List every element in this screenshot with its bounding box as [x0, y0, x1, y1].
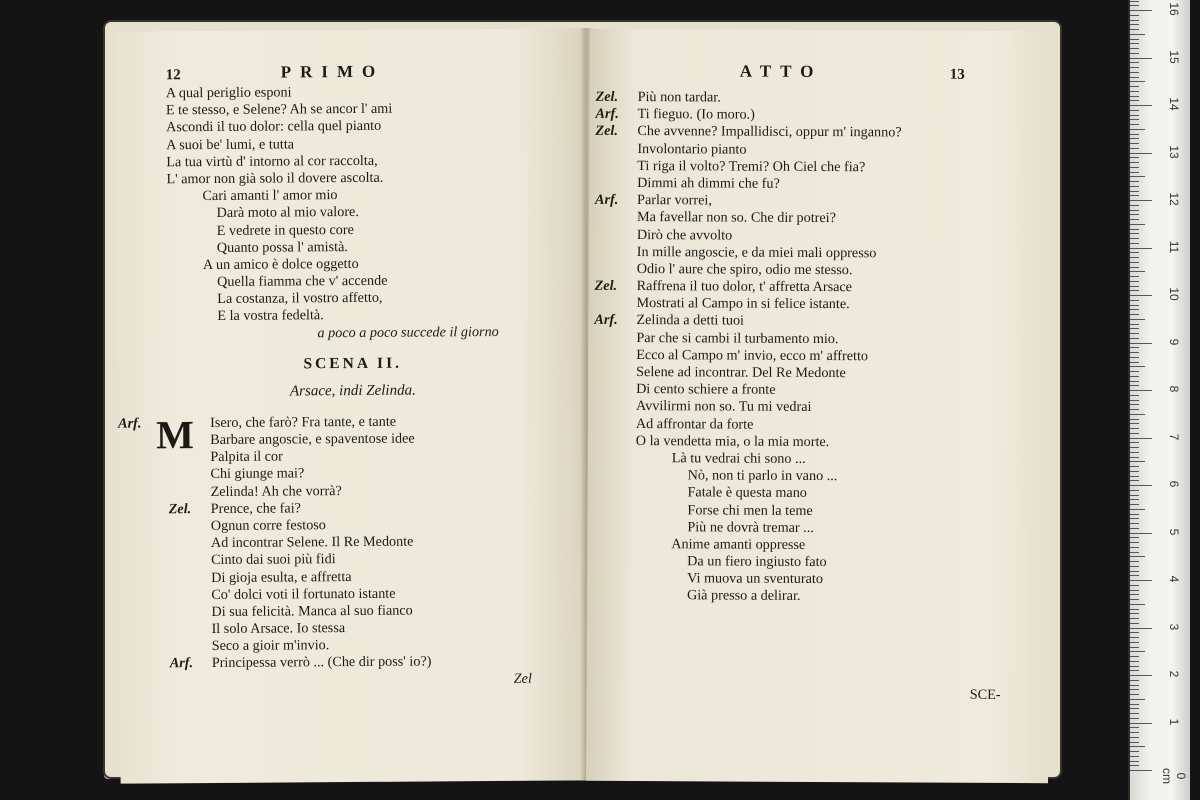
verse-text: Seco a gioir m'invio. — [211, 637, 330, 655]
ruler-label: 3 — [1167, 623, 1181, 630]
ruler-tick — [1130, 58, 1152, 59]
ruler-tick — [1130, 765, 1139, 766]
verse-text: Co' dolci voti il fortunato istante — [211, 585, 396, 603]
ruler-tick — [1130, 552, 1139, 553]
ruler-label: 15 — [1167, 49, 1181, 64]
ruler-tick — [1130, 290, 1139, 291]
ruler-tick — [1130, 514, 1139, 515]
left-verse-line — [117, 323, 587, 343]
verse-text: Di cento schiere a fronte — [636, 381, 776, 398]
ruler-label: 13 — [1167, 144, 1181, 159]
ruler-tick — [1130, 580, 1152, 581]
ruler-tick — [1130, 723, 1152, 724]
ruler-tick — [1130, 257, 1139, 258]
ruler-tick — [1130, 309, 1139, 310]
left-text-block — [116, 82, 590, 690]
verse-text: Ecco al Campo m' invio, ecco m' affretto — [636, 346, 869, 365]
verse-text: Selene ad incontrar. Del Re Medonte — [636, 364, 846, 382]
ruler-tick — [1130, 305, 1139, 306]
ruler-tick — [1130, 461, 1145, 462]
verse-text: Ascondi il tuo dolor: cella quel pianto — [165, 118, 382, 136]
ruler-tick — [1130, 737, 1139, 738]
verse-text: Fatale è questa mano — [687, 484, 807, 502]
verse-text: Chi giunge mai? — [210, 465, 305, 483]
ruler-tick — [1130, 442, 1139, 443]
ruler-tick — [1130, 210, 1139, 211]
ruler-tick — [1130, 708, 1139, 709]
ruler-tick — [1130, 385, 1139, 386]
verse-text: O la vendetta mia, o la mia morte. — [635, 432, 830, 450]
speaker-label: Arf. — [169, 655, 194, 672]
ruler-tick — [1130, 200, 1152, 201]
ruler-tick — [1130, 689, 1139, 690]
speaker-label: Zel. — [168, 500, 192, 518]
ruler-tick — [1130, 110, 1139, 111]
ruler-tick — [1130, 324, 1139, 325]
verse-text: Cinto dai suoi più fidi — [211, 551, 336, 569]
verse-text: Quanto possa l' amistà. — [216, 238, 348, 256]
ruler-tick — [1130, 153, 1152, 154]
right-text-block — [586, 89, 1051, 704]
verse-text: Ad affrontar da forte — [635, 415, 754, 433]
ruler-tick — [1130, 404, 1139, 405]
ruler-tick — [1130, 732, 1139, 733]
verse-text: La tua virtù d' intorno al cor raccolta, — [166, 152, 378, 171]
ruler-tick — [1130, 300, 1139, 301]
ruler-label: 7 — [1167, 433, 1181, 440]
ruler-tick — [1130, 594, 1139, 595]
ruler-tick — [1130, 29, 1139, 30]
ruler-tick — [1130, 528, 1139, 529]
verse-text: Che avvenne? Impallidisci, oppur m' inganno? — [637, 123, 902, 141]
verse-text: La costanza, il vostro affetto, — [217, 290, 383, 308]
ruler-label: 6 — [1167, 480, 1181, 488]
ruler-tick — [1130, 53, 1139, 54]
right-running-head: ATTO — [739, 61, 823, 82]
ruler-tick — [1130, 338, 1139, 339]
ruler-label: 0 cm — [1160, 768, 1188, 784]
ruler-tick — [1130, 172, 1139, 173]
ruler-tick — [1130, 96, 1139, 97]
ruler-tick — [1130, 48, 1139, 49]
ruler-tick — [1130, 428, 1139, 429]
ruler-label: 16 — [1167, 2, 1181, 16]
ruler-tick — [1130, 604, 1145, 605]
ruler-tick — [1130, 637, 1139, 638]
ruler-tick — [1130, 148, 1139, 149]
ruler-tick — [1130, 713, 1139, 714]
speaker-label: Zel. — [595, 88, 619, 105]
verse-text: Zelinda a detti tuoi — [636, 312, 745, 330]
ruler-tick — [1130, 613, 1139, 614]
ruler-tick — [1130, 39, 1139, 40]
verse-text: Ti fieguo. (Io moro.) — [637, 106, 755, 123]
verse-text: Nò, non ti parlo in vano ... — [687, 467, 838, 485]
ruler-tick — [1130, 566, 1139, 567]
verse-text: Dimmi ah dimmi che fu? — [637, 174, 780, 192]
ruler-tick — [1130, 24, 1139, 25]
ruler-tick — [1130, 134, 1139, 135]
scene-text — [118, 412, 590, 673]
ruler-tick — [1130, 205, 1139, 206]
verse-text: Par che si cambi il turbamento mio. — [636, 329, 839, 347]
ruler-tick — [1130, 10, 1152, 11]
ruler-tick — [1130, 233, 1139, 234]
ruler-label: 10 — [1167, 287, 1181, 301]
ruler-tick — [1130, 718, 1139, 719]
ruler-tick — [1130, 618, 1139, 619]
ruler-tick — [1130, 599, 1139, 600]
ruler-tick — [1130, 751, 1139, 752]
ruler-tick — [1130, 162, 1139, 163]
ruler-tick — [1130, 433, 1139, 434]
ruler-tick — [1130, 423, 1139, 424]
verse-text: Involontario pianto — [637, 140, 747, 158]
ruler-tick — [1130, 704, 1139, 705]
ruler-tick — [1130, 666, 1139, 667]
scene-cast: Arsace, indi Zelinda. — [289, 382, 416, 400]
verse-text: Avvilirmi non so. Tu mi vedrai — [635, 398, 812, 416]
ruler-tick — [1130, 238, 1139, 239]
ruler-tick — [1130, 62, 1139, 63]
ruler-tick — [1130, 642, 1139, 643]
verse-text: Là tu vedrai chi sono ... — [671, 450, 806, 467]
ruler-tick — [1130, 86, 1139, 87]
ruler-tick — [1130, 219, 1139, 220]
verse-text: A suoi be' lumi, e tutta — [166, 135, 295, 153]
ruler-label: 2 — [1167, 670, 1181, 678]
ruler-tick — [1130, 575, 1139, 576]
catchword: SCE- — [969, 686, 1001, 703]
ruler-tick — [1130, 400, 1139, 401]
verse-text: Raffrena il tuo dolor, t' affretta Arsace — [636, 278, 853, 296]
ruler-tick — [1130, 276, 1139, 277]
ruler-label: 11 — [1167, 240, 1181, 253]
ruler-tick — [1130, 476, 1139, 477]
ruler-tick — [1130, 409, 1139, 410]
verse-text: Parlar vorrei, — [637, 192, 712, 209]
ruler-tick — [1130, 77, 1139, 78]
drop-cap: M — [156, 411, 195, 458]
ruler-tick — [1130, 452, 1139, 453]
ruler-tick — [1130, 81, 1145, 82]
verse-text: Più non tardar. — [637, 89, 721, 106]
ruler-tick — [1130, 366, 1145, 367]
ruler-tick — [1130, 770, 1152, 771]
ruler-tick — [1130, 124, 1139, 125]
ruler-tick — [1130, 509, 1145, 510]
verse-text: A qual periglio esponi — [165, 84, 292, 102]
ruler-tick — [1130, 176, 1145, 177]
ruler-tick — [1130, 656, 1139, 657]
ruler-tick — [1130, 362, 1139, 363]
ruler-tick — [1130, 414, 1145, 415]
ruler-tick — [1130, 623, 1139, 624]
verse-text: E vedrete in questo core — [216, 221, 354, 239]
ruler-tick — [1130, 1, 1139, 2]
ruler-tick — [1130, 419, 1139, 420]
ruler-tick — [1130, 262, 1139, 263]
ruler-tick — [1130, 471, 1139, 472]
ruler-tick — [1130, 267, 1139, 268]
ruler-tick — [1130, 5, 1139, 6]
left-running-head: PRIMO — [280, 61, 385, 82]
ruler-tick — [1130, 248, 1152, 249]
speaker-label: Arf. — [595, 191, 619, 209]
ruler-tick — [1130, 214, 1139, 215]
ruler-tick — [1130, 72, 1139, 73]
ruler-tick — [1130, 347, 1139, 348]
ruler-tick — [1130, 328, 1139, 329]
verse-text: Darà moto al mio valore. — [216, 204, 359, 222]
ruler-tick — [1130, 181, 1139, 182]
ruler-tick — [1130, 727, 1139, 728]
ruler-tick — [1130, 91, 1139, 92]
ruler-tick — [1130, 523, 1139, 524]
ruler-tick — [1130, 480, 1139, 481]
ruler-tick — [1130, 119, 1139, 120]
verse-text: a poco a poco succede il giorno — [317, 323, 499, 341]
ruler-tick — [1130, 129, 1145, 130]
ruler-label: 8 — [1167, 385, 1181, 393]
measurement-ruler — [1128, 0, 1190, 800]
ruler-tick — [1130, 504, 1139, 505]
ruler-tick — [1130, 115, 1139, 116]
verse-text: Il solo Arsace. Io stessa — [211, 620, 346, 638]
right-page-number: 13 — [949, 66, 965, 83]
verse-text: Più ne dovrà tremar ... — [687, 519, 814, 536]
ruler-label: 4 — [1167, 575, 1181, 583]
verse-text: E te stesso, e Selene? Ah se ancor l' ami — [165, 100, 393, 119]
ruler-tick — [1130, 229, 1139, 230]
left-page — [115, 28, 590, 783]
ruler-tick — [1130, 191, 1139, 192]
ruler-tick — [1130, 685, 1139, 686]
ruler-tick — [1130, 281, 1139, 282]
ruler-tick — [1130, 457, 1139, 458]
ruler-tick — [1130, 295, 1152, 296]
ruler-tick — [1130, 556, 1145, 557]
ruler-tick — [1130, 533, 1152, 534]
ruler-tick — [1130, 761, 1139, 762]
scene-heading: SCENA II. — [303, 354, 403, 373]
ruler-label: 1 — [1167, 718, 1181, 725]
ruler-tick — [1130, 561, 1139, 562]
verse-text: Ma favellar non so. Che dir potrei? — [636, 209, 836, 227]
ruler-tick — [1130, 100, 1139, 101]
speaker-label: Zel. — [595, 123, 618, 140]
ruler-tick — [1130, 585, 1139, 586]
ruler-tick — [1130, 485, 1152, 486]
ruler-tick — [1130, 651, 1145, 652]
ruler-tick — [1130, 499, 1139, 500]
verse-text: Quella fiamma che v' accende — [217, 272, 388, 291]
left-page-number: 12 — [165, 67, 181, 84]
ruler-label: 9 — [1167, 338, 1181, 345]
ruler-tick — [1130, 286, 1139, 287]
ruler-tick — [1130, 447, 1139, 448]
verse-text: In mille angoscie, e da miei mali oppresso — [636, 243, 877, 261]
ruler-tick — [1130, 495, 1139, 496]
ruler-tick — [1130, 20, 1139, 21]
ruler-tick — [1130, 647, 1139, 648]
ruler-tick — [1130, 252, 1139, 253]
ruler-tick — [1130, 609, 1139, 610]
ruler-tick — [1130, 490, 1139, 491]
ruler-tick — [1130, 670, 1139, 671]
ruler-tick — [1130, 143, 1139, 144]
verse-text: Zelinda! Ah che vorrà? — [210, 482, 342, 500]
ruler-tick — [1130, 271, 1145, 272]
verse-text: Palpita il cor — [210, 448, 283, 466]
ruler-tick — [1130, 43, 1139, 44]
verse-text: Cari amanti l' amor mio — [202, 187, 338, 205]
ruler-tick — [1130, 34, 1145, 35]
ruler-tick — [1130, 224, 1145, 225]
ruler-tick — [1130, 542, 1139, 543]
ruler-tick — [1130, 352, 1139, 353]
ruler-tick — [1130, 518, 1139, 519]
verse-text: Vi muova un sventurato — [687, 570, 824, 588]
ruler-label: 5 — [1167, 528, 1181, 535]
ruler-tick — [1130, 466, 1139, 467]
ruler-tick — [1130, 333, 1139, 334]
right-page — [586, 29, 1052, 783]
ruler-tick — [1130, 746, 1145, 747]
ruler-tick — [1130, 680, 1139, 681]
verse-text: A un amico è dolce oggetto — [202, 255, 359, 273]
speaker-label: Arf. — [595, 106, 619, 123]
ruler-tick — [1130, 357, 1139, 358]
verse-text: Di gioja esulta, e affretta — [211, 568, 352, 586]
verse-text: Già presso a delirar. — [686, 587, 801, 605]
ruler-tick — [1130, 105, 1152, 106]
speaker-label: Arf. — [594, 312, 618, 329]
verse-text: Odio l' aure che spiro, odio me stesso. — [636, 260, 853, 279]
ruler-tick — [1130, 167, 1139, 168]
verse-text: Principessa verrò ... (Che dir poss' io?) — [211, 653, 432, 672]
ruler-tick — [1130, 537, 1139, 538]
ruler-tick — [1130, 661, 1139, 662]
verse-text: Anime amanti oppresse — [671, 536, 806, 553]
verse-text: Barbare angoscie, e spaventose idee — [210, 430, 415, 448]
ruler-tick — [1130, 571, 1139, 572]
ruler-tick — [1130, 381, 1139, 382]
ruler-tick — [1130, 547, 1139, 548]
ruler-tick — [1130, 343, 1152, 344]
verse-text: Ti riga il volto? Tremi? Oh Ciel che fia? — [637, 157, 866, 175]
verse-text: Isero, che farò? Fra tante, e tante — [210, 413, 397, 431]
speaker-label: Zel. — [594, 277, 618, 295]
ruler-tick — [1130, 314, 1139, 315]
verse-text: E la vostra fedeltà. — [217, 307, 324, 325]
ruler-tick — [1130, 186, 1139, 187]
ruler-label: 14 — [1167, 97, 1181, 111]
ruler-tick — [1130, 699, 1145, 700]
ruler-tick — [1130, 376, 1139, 377]
verse-text: Da un fiero ingiusto fato — [687, 553, 827, 571]
verse-text: Ognun corre festoso — [210, 517, 326, 534]
catchword: Zel — [513, 670, 532, 687]
ruler-tick — [1130, 319, 1145, 320]
verse-text: L' amor non già solo il dovere ascolta. — [166, 169, 384, 188]
ruler-tick — [1130, 590, 1139, 591]
ruler-tick — [1130, 628, 1152, 629]
right-dialogue-line — [587, 587, 1049, 607]
verse-text: Forse chi men la teme — [687, 501, 813, 519]
ruler-tick — [1130, 742, 1139, 743]
verse-text: Di sua felicità. Manca al suo fianco — [211, 602, 413, 620]
ruler-tick — [1130, 138, 1139, 139]
verse-text: Dirò che avvolto — [636, 226, 733, 244]
verse-text: Mostrati al Campo in si felice istante. — [636, 295, 850, 313]
ruler-tick — [1130, 243, 1139, 244]
ruler-tick — [1130, 756, 1139, 757]
speaker-label: Arf. — [118, 415, 142, 432]
ruler-tick — [1130, 195, 1139, 196]
ruler-label: 12 — [1167, 192, 1181, 206]
ruler-tick — [1130, 632, 1139, 633]
verse-text: Ad incontrar Selene. Il Re Medonte — [210, 533, 414, 552]
ruler-tick — [1130, 390, 1152, 391]
ruler-tick — [1130, 438, 1152, 439]
verse-text: Prence, che fai? — [210, 500, 301, 517]
ruler-tick — [1130, 67, 1139, 68]
ruler-tick — [1130, 395, 1139, 396]
ruler-tick — [1130, 371, 1139, 372]
ruler-tick — [1130, 675, 1152, 676]
ruler-tick — [1130, 15, 1139, 16]
ruler-tick — [1130, 694, 1139, 695]
ruler-tick — [1130, 157, 1139, 158]
